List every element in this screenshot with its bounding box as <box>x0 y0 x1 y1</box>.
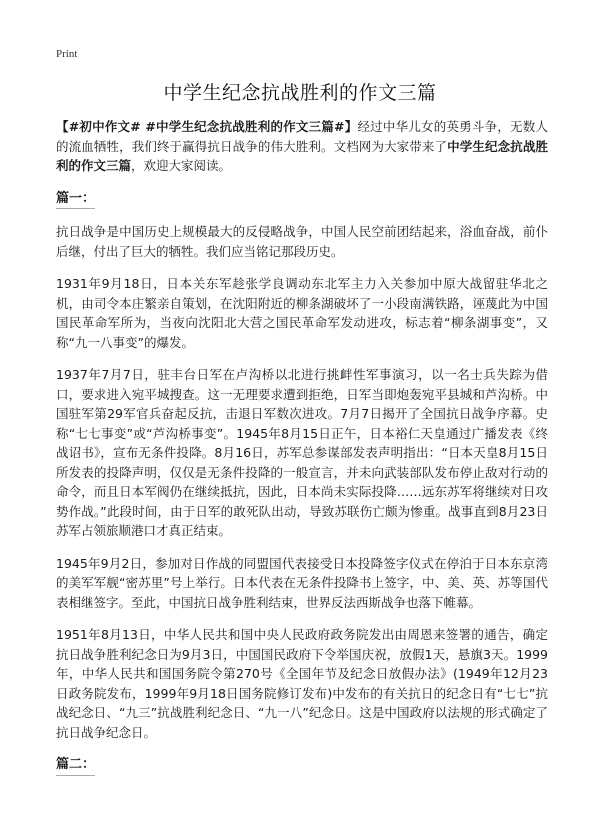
page-title: 中学生纪念抗战胜利的作文三篇 <box>163 82 437 104</box>
intro-bold-title: 中学生纪念抗战胜利的作文三篇 <box>56 138 548 173</box>
intro-paragraph <box>56 117 548 176</box>
intro-text: 经过中华儿女的英勇斗争，无数人的流血牺牲，我们终于赢得抗日战争的伟大胜利。文档网为大家带来了 <box>56 119 548 154</box>
paragraph-4: 1945年9月2日，参加对日作战的同盟国代表接受日本投降签字仪式在停泊于日本东京湾的美军军舰“密苏里”号上举行。日本代表在无条件投降书上签字，中、美、英、苏等国代表相继签字。至此，中国抗日战争胜利结束，世界反法西斯战争也落下帷幕。 <box>56 555 548 610</box>
print-label: Print <box>56 48 78 60</box>
paragraph-1: 抗日战争是中国历史上规模最大的反侵略战争，中国人民空前团结起来，浴血奋战，前仆后继，付出了巨大的牺牲。我们应当铭记那段历史。 <box>56 224 548 259</box>
intro-text-end: ，欢迎大家阅读。 <box>131 158 232 173</box>
intro-tag: 【#初中作文# #中学生纪念抗战胜利的作文三篇#】 <box>56 119 358 134</box>
article-body <box>56 117 548 776</box>
paragraph-2: 1931年9月18日，日本关东军趁张学良调动东北军主力入关参加中原大战留驻华北之机，由司令本庄繁亲自策划，在沈阳附近的柳条湖破坏了一小段南满铁路，诬蔑此为中国国民革命军所为，当夜向沈阳北大营之国民革命军发动进攻，标志着“柳条湖事变”，又称“九一八事变”的爆发。 <box>56 276 548 350</box>
paragraph-5: 1951年8月13日，中华人民共和国中央人民政府政务院发出由周恩来签署的通告，确定抗日战争胜利纪念日为9月3日，中国国民政府下令举国庆祝，放假1天，悬旗3天。1999年，中华人民共和国国务院令第270号《全国年节及纪念日放假办法》(1949年12月23日政务院发布，1999年9月18日国务院修订发布)中发布的有关抗日的纪念日有“七七”抗战纪念日、“九三”抗战胜利纪念日、“九一八”纪念日。这是中国政府以法规的形式确定了抗日战争纪念日。 <box>56 627 548 740</box>
section-heading-1: 篇一： <box>56 189 548 210</box>
paragraph-3: 1937年7月7日，驻丰台日军在卢沟桥以北进行挑衅性军事演习，以一名士兵失踪为借口，要求进入宛平城搜查。这一无理要求遭到拒绝，日军当即炮轰宛平县城和芦沟桥。中国驻军第29军官兵奋起反抗，击退日军数次进攻。7月7日揭开了全国抗日战争序幕。史称“七七事变”或“芦沟桥事变”。1945年8月15日正午，日本裕仁天皇通过广播发表《终战诏书》，宣布无条件投降。8月16日，苏军总参谋部发表声明指出：“日本天皇8月15日所发表的投降声明，仅仅是无条件投降的一般宣言，并未向武装部队发布停止敌对行动的命令，而且日本军阀仍在继续抵抗，因此，日本尚未实际投降……远东苏军将继续对日攻势作战。”此段时间，由于日军的敢死队出动，导致苏联伤亡颇为惨重。战事直到8月23日苏军占领旅顺港口才真正结束。 <box>56 367 548 538</box>
section-heading-2: 篇二： <box>56 755 548 776</box>
